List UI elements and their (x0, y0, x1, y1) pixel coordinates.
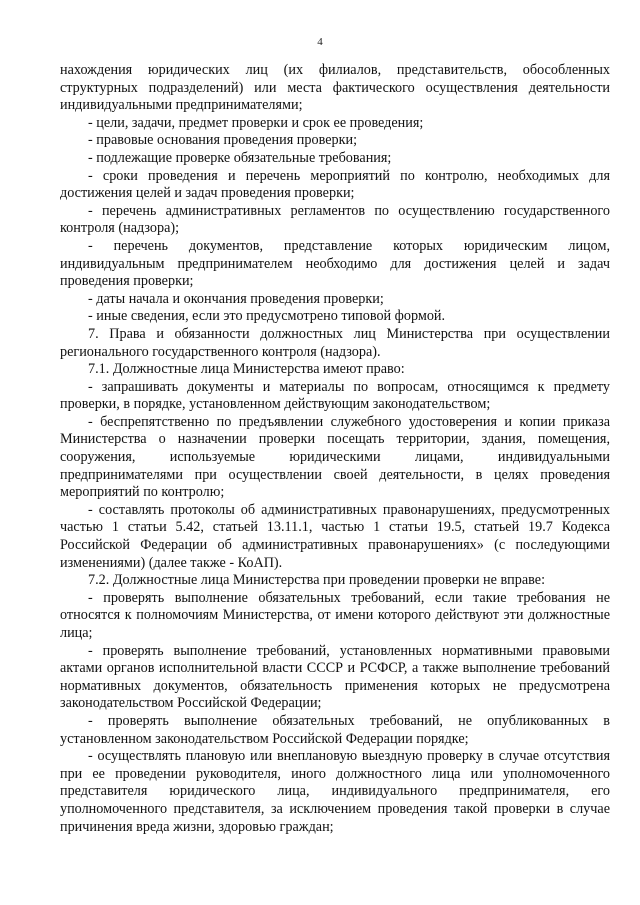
paragraph: - беспрепятственно по предъявлении служебного удостоверения и копии приказа Министерства о назначении проверки посещать территории, здания, помещения, сооружения, используемые юридическими лицами, индивидуальными предпринимателями при осуществлении своей деятельности, в целях проведения мероприятий по контролю; (60, 413, 610, 501)
paragraph: - проверять выполнение требований, установленных нормативными правовыми актами органов исполнительной власти СССР и РСФСР, а также выполнение требований нормативных документов, обязательность применения которых не предусмотрена законодательством Российской Федерации; (60, 642, 610, 712)
paragraph: - иные сведения, если это предусмотрено типовой формой. (88, 308, 446, 325)
paragraph: - правовые основания проведения проверки; (88, 132, 358, 149)
paragraph: - цели, задачи, предмет проверки и срок ее проведения; (88, 114, 424, 131)
paragraph: - проверять выполнение обязательных требований, не опубликованных в установленном законодательством Российской Федерации порядке; (60, 712, 610, 747)
page-number: 4 (317, 36, 323, 48)
paragraph: - проверять выполнение обязательных требований, если такие требования не относятся к полномочиям Министерства, от имени которого действуют эти должностные лица; (60, 589, 610, 641)
paragraph: - составлять протоколы об административных правонарушениях, предусмотренных частью 1 статьи 5.42, статьей 13.11.1, частью 1 статьи 19.5, статьей 19.7 Кодекса Российской Федерации об административных правонарушениях» (с последующими изменениями) (далее также - КоАП). (60, 501, 610, 571)
paragraph: - перечень документов, представление которых юридическим лицом, индивидуальным предпринимателем необходимо для достижения целей и задач проведения проверки; (60, 237, 610, 290)
paragraph: - осуществлять плановую или внеплановую выездную проверку в случае отсутствия при ее проведении руководителя, иного должностного лица или уполномоченного представителя юридического лица, индивидуального предпринимателя, его уполномоченного представителя, за исключением проведения такой проверки в случае причинения вреда жизни, здоровью граждан; (60, 748, 610, 835)
paragraph: - запрашивать документы и материалы по вопросам, относящимся к предмету проверки, в порядке, установленном действующим законодательством; (60, 378, 610, 413)
paragraph: 7.1. Должностные лица Министерства имеют право: (88, 361, 405, 378)
paragraph: - подлежащие проверке обязательные требования; (88, 149, 392, 166)
paragraph: нахождения юридических лиц (их филиалов, представительств, обособленных структурных подразделений) или места фактического осуществления деятельности индивидуальными предпринимателями; (60, 62, 610, 114)
paragraph: 7.2. Должностные лица Министерства при проведении проверки не вправе: (88, 572, 546, 589)
paragraph: 7. Права и обязанности должностных лиц Министерства при осуществлении регионального государственного контроля (надзора). (60, 325, 610, 360)
paragraph: - даты начала и окончания проведения проверки; (88, 290, 384, 307)
paragraph: - перечень административных регламентов по осуществлению государственного контроля (надзора); (60, 202, 610, 237)
document-body (60, 62, 610, 836)
paragraph: - сроки проведения и перечень мероприятий по контролю, необходимых для достижения целей и задач проведения проверки; (60, 167, 610, 202)
